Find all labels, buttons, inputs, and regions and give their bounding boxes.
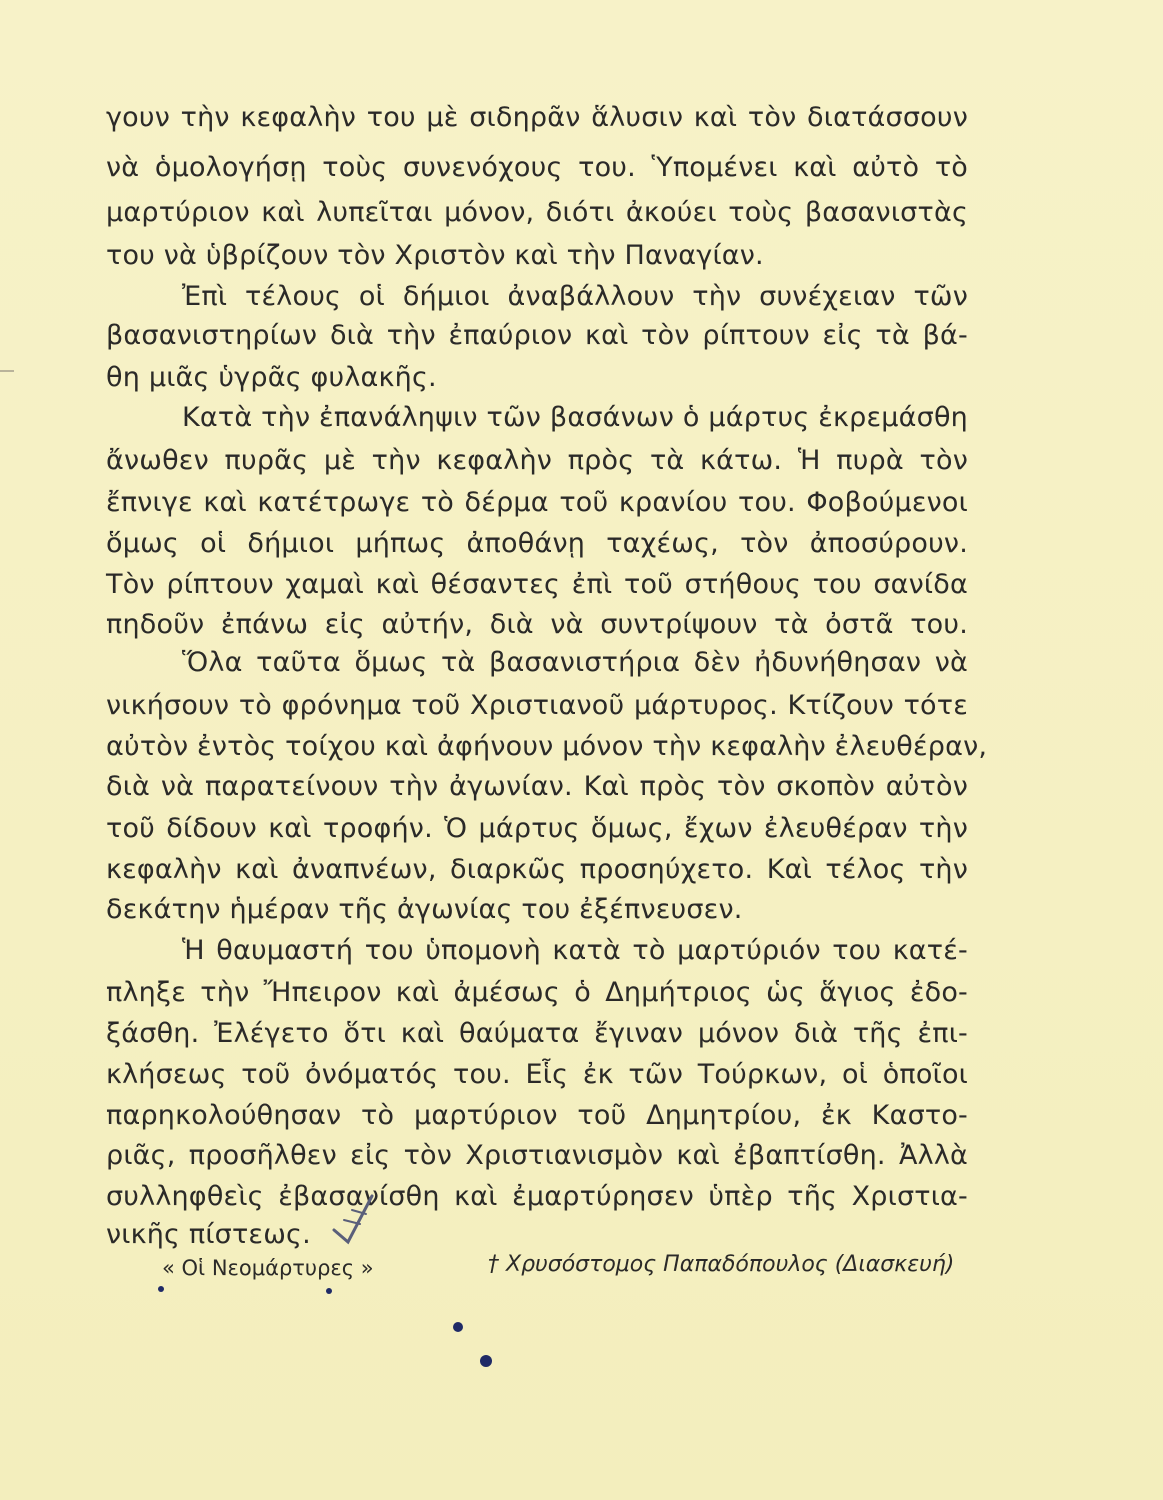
text-line: νικήσουν τὸ φρόνημα τοῦ Χριστιανοῦ μάρτυρος. Κτίζουν τότε	[106, 690, 968, 721]
text-line: γουν τὴν κεφαλὴν του μὲ σιδηρᾶν ἅλυσιν καὶ τὸν διατάσσουν	[106, 102, 968, 133]
text-line: βασανιστηρίων διὰ τὴν ἐπαύριον καὶ τὸν ρίπτουν εἰς τὰ βά-	[106, 320, 968, 351]
text-line: μαρτύριον καὶ λυπεῖται μόνον, διότι ἀκούει τοὺς βασανιστὰς	[106, 197, 968, 228]
ink-dot	[453, 1322, 463, 1332]
ink-dot	[158, 1286, 164, 1292]
text-line: διὰ νὰ παρατείνουν τὴν ἀγωνίαν. Καὶ πρὸς τὸν σκοπὸν αὐτὸν	[106, 771, 968, 802]
text-line: νὰ ὁμολογήσῃ τοὺς συνενόχους του. Ὑπομένει καὶ αὐτὸ τὸ	[106, 152, 968, 183]
text-line: τοῦ δίδουν καὶ τροφήν. Ὁ μάρτυς ὅμως, ἔχων ἐλευθέραν τὴν	[106, 813, 968, 844]
text-line: παρηκολούθησαν τὸ μαρτύριον τοῦ Δημητρίου, ἐκ Καστο-	[106, 1100, 968, 1131]
text-line: ὅμως οἱ δήμιοι μήπως ἀποθάνῃ ταχέως, τὸν ἀποσύρουν.	[106, 528, 968, 559]
text-line: πηδοῦν ἐπάνω εἰς αὐτήν, διὰ νὰ συντρίψουν τὰ ὀστᾶ του.	[106, 609, 968, 640]
footer-source: « Οἱ Νεομάρτυρες »	[162, 1256, 374, 1280]
text-line: θη μιᾶς ὑγρᾶς φυλακῆς.	[106, 362, 437, 393]
footer-author: † Χρυσόστομος Παπαδόπουλος (Διασκευή)	[488, 1252, 955, 1277]
text-line: Τὸν ρίπτουν χαμαὶ καὶ θέσαντες ἐπὶ τοῦ στήθους του σανίδα	[106, 569, 968, 600]
text-line: νικῆς πίστεως.	[106, 1219, 311, 1250]
text-line: αὐτὸν ἐντὸς τοίχου καὶ ἀφήνουν μόνον τὴν κεφαλὴν ἐλευθέραν,	[106, 731, 988, 762]
text-line: κεφαλὴν καὶ ἀναπνέων, διαρκῶς προσηύχετο. Καὶ τέλος τὴν	[106, 854, 968, 885]
text-line: ξάσθη. Ἐλέγετο ὅτι καὶ θαύματα ἔγιναν μόνον διὰ τῆς ἐπι-	[106, 1018, 968, 1049]
ink-dot	[480, 1355, 492, 1367]
text-line: Ὅλα ταῦτα ὅμως τὰ βασανιστήρια δὲν ἠδυνήθησαν νὰ	[182, 647, 968, 678]
margin-mark	[0, 370, 14, 372]
handwritten-check-mark	[330, 1190, 380, 1250]
text-line: ἄνωθεν πυρᾶς μὲ τὴν κεφαλὴν πρὸς τὰ κάτω. Ἡ πυρὰ τὸν	[106, 445, 968, 476]
text-line: του νὰ ὑβρίζουν τὸν Χριστὸν καὶ τὴν Παναγίαν.	[106, 240, 764, 271]
text-line: Ἡ θαυμαστή του ὑπομονὴ κατὰ τὸ μαρτύριόν του κατέ-	[182, 935, 968, 966]
text-line: Ἐπὶ τέλους οἱ δήμιοι ἀναβάλλουν τὴν συνέχειαν τῶν	[182, 281, 968, 312]
text-line: πληξε τὴν Ἤπειρον καὶ ἀμέσως ὁ Δημήτριος ὡς ἅγιος ἐδο-	[106, 977, 968, 1008]
text-line: συλληφθεὶς ἐβασανίσθη καὶ ἐμαρτύρησεν ὑπὲρ τῆς Χριστια-	[106, 1181, 968, 1212]
ink-dot	[326, 1288, 332, 1294]
text-line: Κατὰ τὴν ἐπανάληψιν τῶν βασάνων ὁ μάρτυς ἐκρεμάσθη	[182, 402, 968, 433]
text-line: ριᾶς, προσῆλθεν εἰς τὸν Χριστιανισμὸν καὶ ἐβαπτίσθη. Ἀλλὰ	[106, 1140, 968, 1171]
text-line: ἔπνιγε καὶ κατέτρωγε τὸ δέρμα τοῦ κρανίου του. Φοβούμενοι	[106, 487, 968, 518]
text-line: δεκάτην ἡμέραν τῆς ἀγωνίας του ἐξέπνευσεν.	[106, 894, 743, 925]
text-line: κλήσεως τοῦ ὀνόματός του. Εἷς ἐκ τῶν Τούρκων, οἱ ὁποῖοι	[106, 1059, 968, 1090]
